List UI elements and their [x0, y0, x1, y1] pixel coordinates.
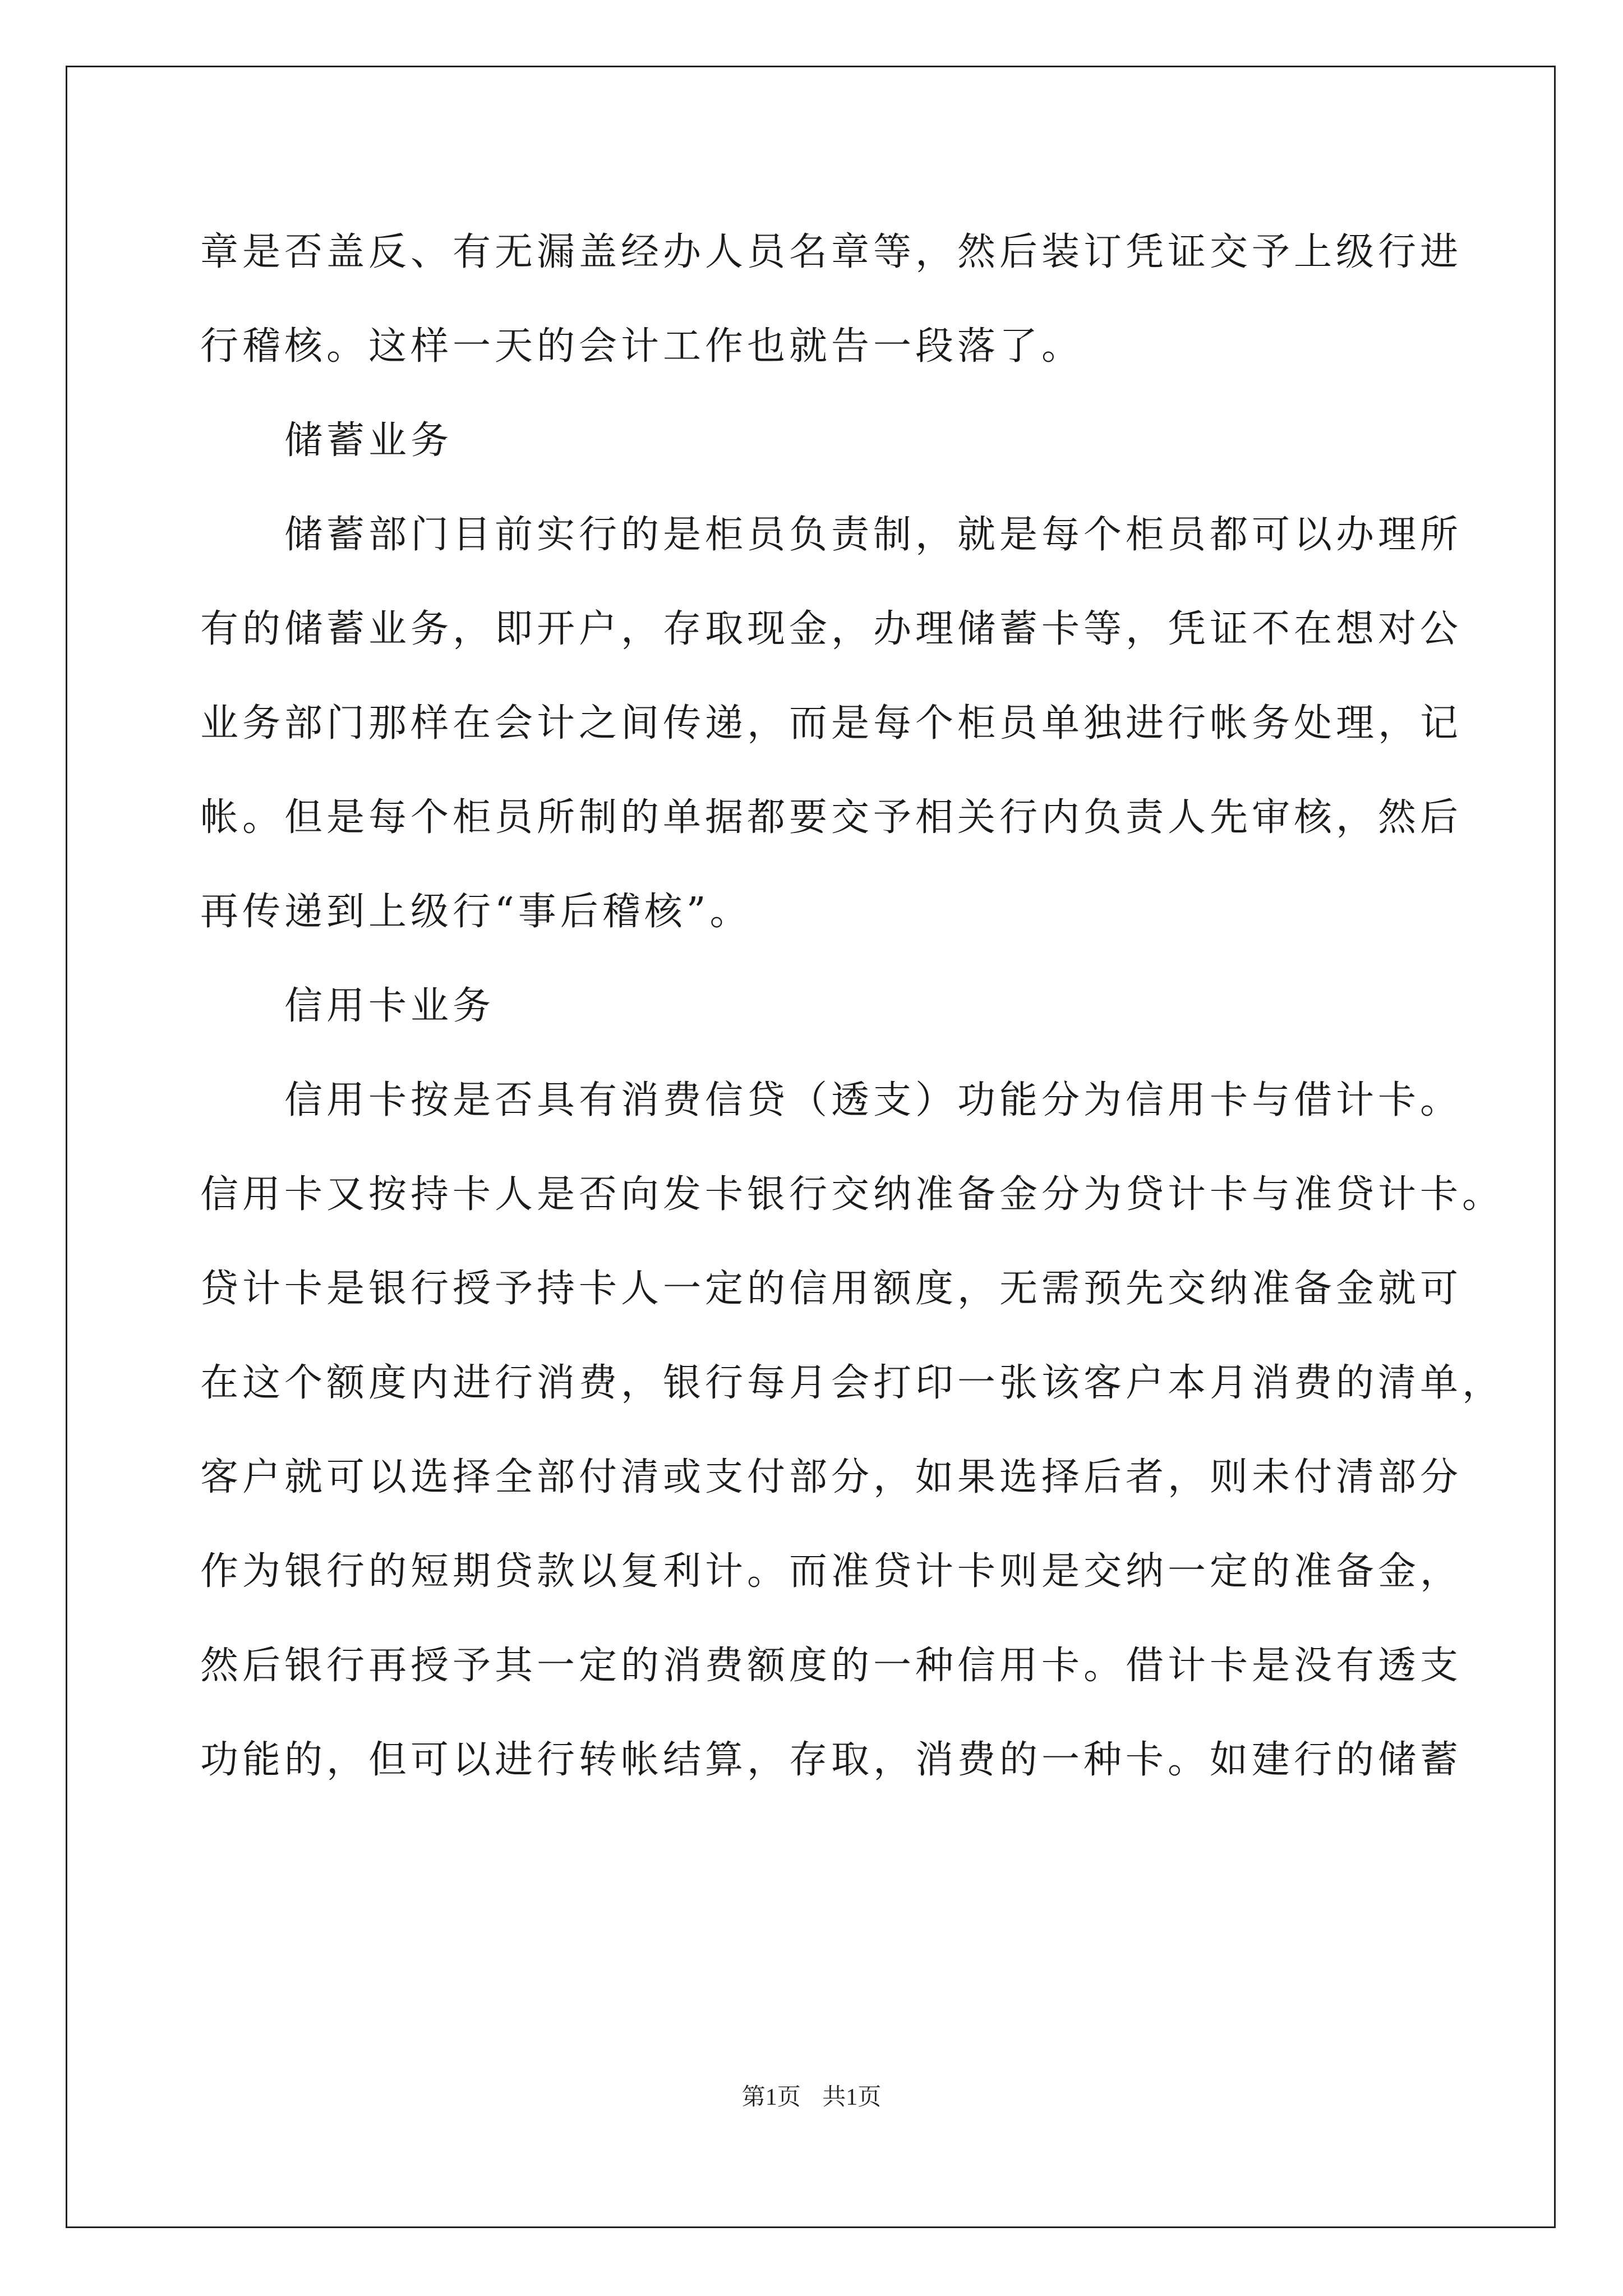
page-footer — [0, 2078, 1623, 2112]
text-line: 业务部门那样在会计之间传递，而是每个柜员单独进行帐务处理，记 — [200, 701, 1463, 746]
text-line: 在这个额度内进行消费，银行每月会打印一张该客户本月消费的清单， — [200, 1361, 1505, 1405]
text-line: 客户就可以选择全部付清或支付部分，如果选择后者，则未付清部分 — [200, 1455, 1463, 1499]
paragraph-start: 信用卡按是否具有消费信贷（透支）功能分为信用卡与借计卡。 — [284, 1078, 1463, 1122]
section-heading-savings: 储蓄业务 — [284, 418, 453, 463]
text-line: 然后银行再授予其一定的消费额度的一种信用卡。借计卡是没有透支 — [200, 1644, 1463, 1688]
page-total: 共1页 — [822, 2085, 882, 2110]
text-line: 信用卡又按持卡人是否向发卡银行交纳准备金分为贷计卡与准贷计卡。 — [200, 1172, 1505, 1217]
text-line: 贷计卡是银行授予持卡人一定的信用额度，无需预先交纳准备金就可 — [200, 1267, 1463, 1311]
text-line: 作为银行的短期贷款以复利计。而准贷计卡则是交纳一定的准备金， — [200, 1549, 1463, 1594]
section-heading-credit-card: 信用卡业务 — [284, 984, 495, 1028]
paragraph-start: 储蓄部门目前实行的是柜员负责制，就是每个柜员都可以办理所 — [284, 513, 1463, 557]
text-line: 章是否盖反、有无漏盖经办人员名章等，然后装订凭证交予上级行进 — [200, 230, 1463, 274]
text-line: 有的储蓄业务，即开户，存取现金，办理储蓄卡等，凭证不在想对公 — [200, 607, 1463, 651]
document-body — [200, 219, 1505, 1821]
page-number: 第1页 — [741, 2085, 801, 2110]
text-line: 功能的，但可以进行转帐结算，存取，消费的一种卡。如建行的储蓄 — [200, 1738, 1463, 1782]
text-line: 行稽核。这样一天的会计工作也就告一段落了。 — [200, 324, 1084, 369]
text-line: 帐。但是每个柜员所制的单据都要交予相关行内负责人先审核，然后 — [200, 795, 1463, 840]
text-line: 再传递到上级行“事后稽核”。 — [200, 890, 752, 934]
